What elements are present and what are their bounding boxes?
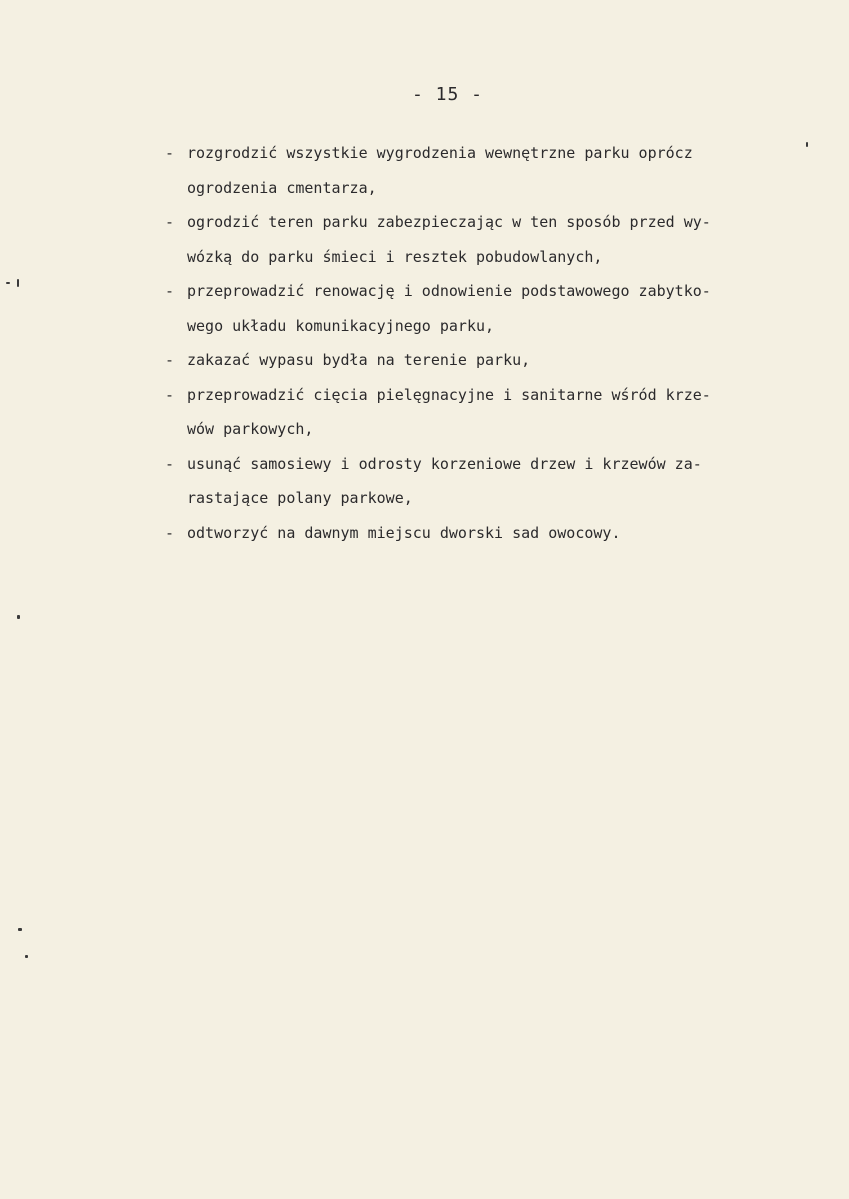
text-line: ogrodzić teren parku zabezpieczając w ten sposób przed wy- bbox=[187, 213, 711, 231]
text-line: usunąć samosiewy i odrosty korzeniowe drzew i krzewów za- bbox=[187, 454, 702, 473]
list-item-text bbox=[187, 274, 825, 343]
list-bullet: - bbox=[165, 385, 175, 404]
text-line: wów parkowych, bbox=[187, 420, 314, 438]
list-bullet: - bbox=[165, 213, 175, 231]
list-item-text bbox=[187, 378, 825, 447]
list-item-text bbox=[187, 516, 825, 551]
list-item bbox=[165, 136, 825, 205]
page-number: - 15 - bbox=[412, 84, 484, 105]
list-item bbox=[165, 274, 825, 343]
list-item-text bbox=[187, 447, 825, 516]
text-line: rastające polany parkowe, bbox=[187, 489, 413, 507]
text-line: wego układu komunikacyjnego parku, bbox=[187, 316, 495, 335]
text-line: przeprowadzić cięcia pielęgnacyjne i sanitarne wśród krze- bbox=[187, 385, 711, 404]
text-line: przeprowadzić renowację i odnowienie podstawowego zabytko- bbox=[187, 282, 711, 300]
text-line: ogrodzenia cmentarza, bbox=[187, 178, 377, 197]
list-bullet: - bbox=[165, 144, 175, 162]
text-line: zakazać wypasu bydła na terenie parku, bbox=[187, 351, 531, 369]
list-item-text bbox=[187, 343, 825, 378]
text-line: wózką do parku śmieci i resztek pobudowlanych, bbox=[187, 247, 603, 266]
list-item bbox=[165, 343, 825, 378]
scan-speck bbox=[25, 955, 28, 958]
list-bullet: - bbox=[165, 282, 175, 300]
scan-speck bbox=[806, 142, 808, 147]
list-bullet: - bbox=[165, 523, 175, 542]
scan-speck bbox=[6, 282, 10, 284]
list-bullet: - bbox=[165, 454, 175, 473]
scan-speck bbox=[17, 615, 20, 619]
scan-speck bbox=[17, 279, 19, 287]
list-bullet: - bbox=[165, 351, 175, 369]
list-item-text bbox=[187, 205, 825, 274]
text-line: rozgrodzić wszystkie wygrodzenia wewnętrzne parku oprócz bbox=[187, 144, 693, 162]
scan-speck bbox=[18, 928, 22, 931]
recommendation-list bbox=[165, 136, 825, 550]
list-item-text bbox=[187, 136, 825, 205]
text-line: odtworzyć na dawnym miejscu dworski sad owocowy. bbox=[187, 523, 621, 542]
list-item bbox=[165, 447, 825, 516]
list-item bbox=[165, 516, 825, 551]
list-item bbox=[165, 205, 825, 274]
list-item bbox=[165, 378, 825, 447]
